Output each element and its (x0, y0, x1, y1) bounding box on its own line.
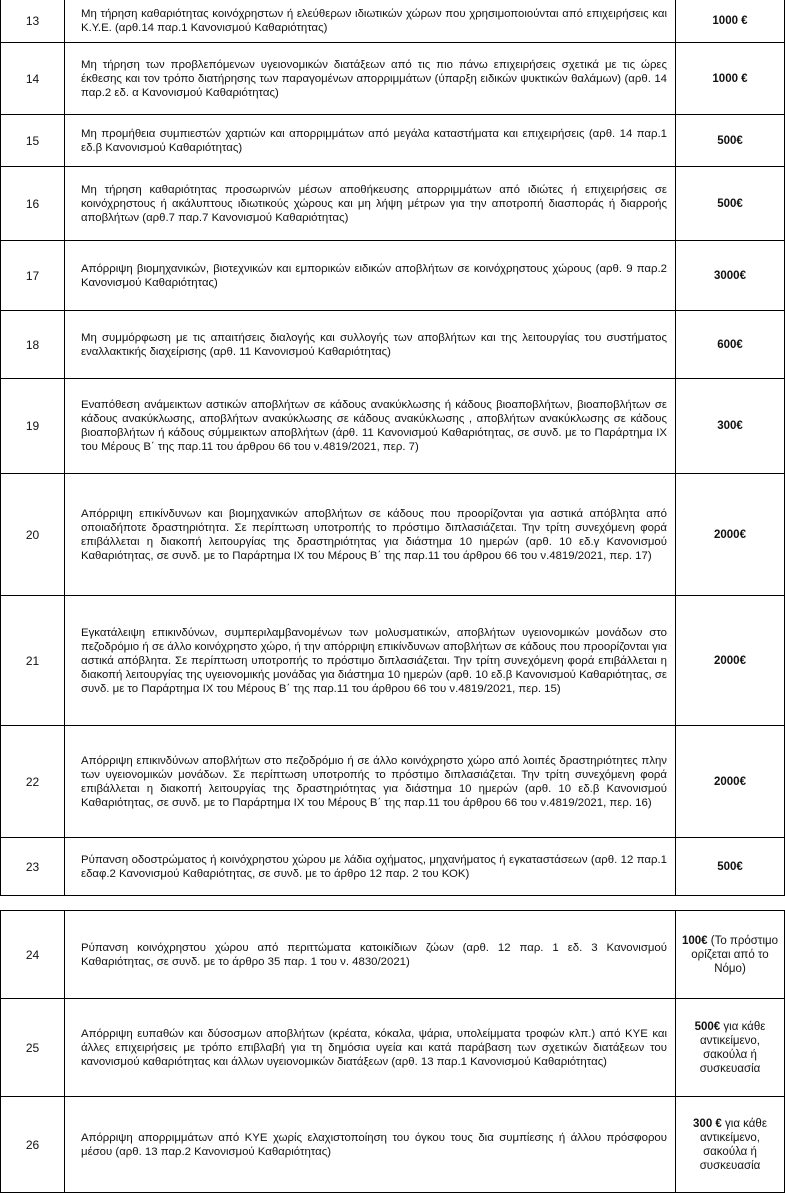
row-description: Μη τήρηση των προβλεπόμενων υγειονομικών διατάξεων από τις πιο πάνω επιχειρήσεις σχετικά με τις ώρες έκθεσης και τον τρόπο διατήρησης των παραγομένων απορριμμάτων (ύπαρξη ειδικών ψυκτικών θαλάμων) (αρθ. 14 παρ.2 εδ. α Κανονισμού Καθαριότητας) (65, 43, 676, 115)
row-number: 17 (1, 241, 65, 311)
row-fine: 500€ (676, 167, 785, 241)
row-description: Ρύπανση οδοστρώματος ή κοινόχρηστου χώρου με λάδια οχήματος, μηχανήματος ή εγκαταστάσεων (αρθ. 12 παρ.1 εδαφ.2 Κανονισμού Καθαριότητας, σε συνδ. με το άρθρο 12 παρ. 2 του ΚΟΚ) (65, 838, 676, 896)
row-fine: 2000€ (676, 596, 785, 726)
row-number: 22 (1, 726, 65, 838)
row-fine: 1000 € (676, 43, 785, 115)
row-description: Απόρριψη βιομηχανικών, βιοτεχνικών και εμπορικών ειδικών αποβλήτων σε κοινόχρηστους χώρους (αρθ. 9 παρ.2 Κανονισμού Καθαριότητας) (65, 241, 676, 311)
row-description: Απόρριψη απορριμμάτων από ΚΥΕ χωρίς ελαχιστοποίηση του όγκου τους δια συμπίεσης ή άλλου πρόσφορου μέσου (αρθ. 13 παρ.2 Κανονισμού Καθαριότητας) (65, 1097, 676, 1193)
row-description: Απόρριψη ευπαθών και δύσοσμων αποβλήτων (κρέατα, κόκαλα, ψάρια, υπολείμματα τροφών κλπ.) από ΚΥΕ και άλλες επιχειρήσεις με τρόπο επιβλαβή για τη δημόσια υγεία και κατά παράβαση των σχετικών διατάξεων του κανονισμού καθαριότητας και άλλων υγειονομικών διατάξεων (αρθ. 13 παρ.1 Κανονισμού Καθαριότητας) (65, 999, 676, 1097)
row-description: Ρύπανση κοινόχρηστου χώρου από περιττώματα κατοικίδιων ζώων (αρθ. 12 παρ. 1 εδ. 3 Κανονισμού Καθαριότητας, σε συνδ. με το άρθρο 35 παρ. 1 του ν. 4830/2021) (65, 911, 676, 999)
table-row (1, 1097, 785, 1193)
row-number: 21 (1, 596, 65, 726)
fine-amount: 100€ (681, 934, 708, 947)
row-fine: 600€ (676, 311, 785, 379)
row-number: 16 (1, 167, 65, 241)
row-fine: 2000€ (676, 726, 785, 838)
table-row (1, 167, 785, 241)
row-number: 14 (1, 43, 65, 115)
fine-amount: 300 € (693, 1117, 722, 1130)
row-description: Εναπόθεση ανάμεικτων αστικών αποβλήτων σε κάδους ανακύκλωσης ή κάδους βιοαποβλήτων, βιοαποβλήτων σε κάδους ανακύκλωσης, αποβλήτων ανακύκλωσης σε κάδους ανακύκλωσης , αποβλήτων ανακύκλωσης σε κάδους βιοαποβλήτων ή κάδους σύμμεικτων αποβλήτων (άρθ. 11 Κανονισμού Καθαριότητας, σε συνδ. με το Παράρτημα ΙΧ του Μέρους Β΄ της παρ.11 του άρθρου 66 του ν.4819/2021, περ. 7) (65, 379, 676, 474)
row-fine: 3000€ (676, 241, 785, 311)
table-row (1, 241, 785, 311)
row-number: 15 (1, 115, 65, 167)
row-number: 20 (1, 474, 65, 596)
table-row (1, 726, 785, 838)
fine-note: για κάθε αντικείμενο, σακούλα ή συσκευασία (699, 1117, 767, 1172)
row-fine: 2000€ (676, 474, 785, 596)
row-number: 23 (1, 838, 65, 896)
row-number: 19 (1, 379, 65, 474)
row-fine (676, 999, 785, 1097)
row-number: 13 (1, 0, 65, 43)
table-row (1, 115, 785, 167)
fines-table-2 (0, 910, 785, 1193)
fine-amount: 500€ (694, 1020, 721, 1033)
fine-note: (Το πρόστιμο ορίζεται από το Νόμο) (691, 934, 779, 975)
row-description: Απόρριψη επικίνδυνων και βιομηχανικών αποβλήτων σε κάδους που προορίζονται για αστικά απόβλητα από οποιαδήποτε δραστηριότητα. Σε περίπτωση υποτροπής το πρόστιμο διπλασιάζεται. Την τρίτη συνεχόμενη φορά επιβάλλεται η διακοπή λειτουργίας της δραστηριότητας για διάστημα 10 ημερών (αρθ. 10 εδ.γ Κανονισμού Καθαριότητας, σε συνδ. με το Παράρτημα ΙΧ του Μέρους Β΄ της παρ.11 του άρθρου 66 του ν.4819/2021, περ. 17) (65, 474, 676, 596)
table-row (1, 838, 785, 896)
row-description: Μη προμήθεια συμπιεστών χαρτιών και απορριμμάτων από μεγάλα καταστήματα και επιχειρήσεις (αρθ. 14 παρ.1 εδ.β Κανονισμού Καθαριότητας) (65, 115, 676, 167)
table-row (1, 379, 785, 474)
row-description: Μη τήρηση καθαριότητας κοινόχρηστων ή ελεύθερων ιδιωτικών χώρων που χρησιμοποιούνται από επιχειρήσεις και Κ.Υ.Ε. (αρθ.14 παρ.1 Κανονισμού Καθαριότητας) (65, 0, 676, 43)
row-description: Εγκατάλειψη επικινδύνων, συμπεριλαμβανομένων των μολυσματικών, αποβλήτων υγειονομικών μονάδων στο πεζοδρόμιο ή σε άλλο κοινόχρηστο χώρο, ή την απόρριψη επικίνδυνων αποβλήτων σε κάδους που προορίζονται για αστικά απόβλητα. Σε περίπτωση υποτροπής το πρόστιμο διπλασιάζεται. Την τρίτη συνεχόμενη φορά επιβάλλεται η διακοπή λειτουργίας της υγειονομικής μονάδας για διάστημα 10 ημερών (αρθ. 10 εδ.β Κανονισμού Καθαριότητας, σε συνδ. με το Παράρτημα ΙΧ του Μέρους Β΄ της παρ.11 του άρθρου 66 του ν.4819/2021, περ. 15) (65, 596, 676, 726)
table-row (1, 596, 785, 726)
row-fine (676, 1097, 785, 1193)
table-row (1, 474, 785, 596)
row-description: Μη τήρηση καθαριότητας προσωρινών μέσων αποθήκευσης απορριμμάτων από ιδιώτες ή επιχειρήσεις σε κοινόχρηστους ή ακάλυπτους ιδιωτικούς χώρους και μη λήψη μέτρων για την αποτροπή διασποράς ή διαρροής αποβλήτων (αρθ.7 παρ.7 Κανονισμού Καθαριότητας) (65, 167, 676, 241)
fine-note: για κάθε αντικείμενο, σακούλα ή συσκευασία (699, 1020, 766, 1075)
table-row (1, 911, 785, 999)
row-fine (676, 911, 785, 999)
table-row (1, 0, 785, 43)
row-fine: 500€ (676, 838, 785, 896)
table-row (1, 43, 785, 115)
row-number: 26 (1, 1097, 65, 1193)
row-fine: 1000 € (676, 0, 785, 43)
row-number: 24 (1, 911, 65, 999)
row-fine: 500€ (676, 115, 785, 167)
row-number: 25 (1, 999, 65, 1097)
row-description: Μη συμμόρφωση με τις απαιτήσεις διαλογής και συλλογής των αποβλήτων και της λειτουργίας του συστήματος εναλλακτικής διαχείρισης (αρθ. 11 Κανονισμού Καθαριότητας) (65, 311, 676, 379)
row-description: Απόρριψη επικινδύνων αποβλήτων στο πεζοδρόμιο ή σε άλλο κοινόχρηστο χώρο από λοιπές δραστηριότητες πλην των υγειονομικών μονάδων. Σε περίπτωση υποτροπής το πρόστιμο διπλασιάζεται. Την τρίτη συνεχόμενη φορά επιβάλλεται η διακοπή λειτουργίας της δραστηριότητας για διάστημα 10 ημερών (αρθ. 10 εδ.β Κανονισμού Καθαριότητας, σε συνδ. με το Παράρτημα ΙΧ του Μέρους Β΄ της παρ.11 του άρθρου 66 του ν.4819/2021, περ. 16) (65, 726, 676, 838)
row-number: 18 (1, 311, 65, 379)
row-fine: 300€ (676, 379, 785, 474)
table-row (1, 999, 785, 1097)
table-row (1, 311, 785, 379)
